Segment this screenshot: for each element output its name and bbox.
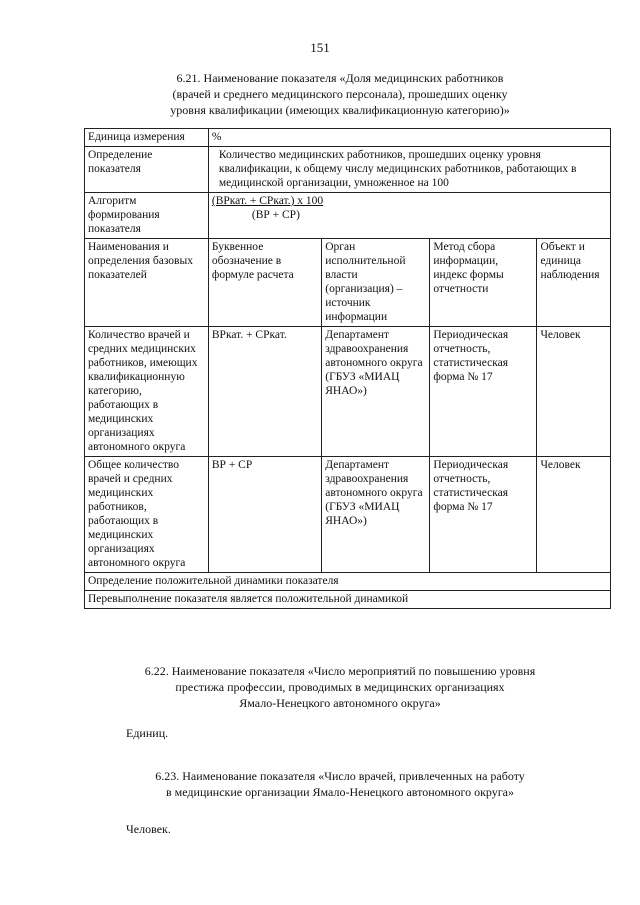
unit-label: Единица измерения (85, 129, 209, 147)
table-row (85, 457, 611, 573)
row-method: Периодическая отчетность, статистическая форма № 17 (430, 457, 537, 573)
row-object: Человек (537, 457, 611, 573)
dynamics-label: Определение положительной динамики показателя (85, 573, 611, 591)
table-row (85, 327, 611, 457)
definition-label: Определение показателя (85, 147, 209, 193)
heading-line: Ямало-Ненецкого автономного округа» (239, 696, 441, 710)
section-6-23-heading (130, 768, 550, 800)
table-row (85, 591, 611, 609)
heading-line: уровня квалификации (имеющих квалификационную категорию)» (170, 103, 510, 117)
header-letter: Буквенное обозначение в формуле расчета (208, 239, 321, 327)
definition-value: Количество медицинских работников, прошедших оценку уровня квалификации, к общему числу медицинских работников, работающих в медицинской организации, умноженное на 100 (208, 147, 610, 193)
header-base-names: Наименования и определения базовых показателей (85, 239, 209, 327)
row-organ: Департамент здравоохранения автономного округа (ГБУЗ «МИАЦ ЯНАО») (322, 457, 430, 573)
row-letter: ВР + СР (208, 457, 321, 573)
heading-line: 6.23. Наименование показателя «Число врачей, привлеченных на работу (155, 769, 525, 783)
table-row (85, 147, 611, 193)
row-organ: Департамент здравоохранения автономного округа (ГБУЗ «МИАЦ ЯНАО») (322, 327, 430, 457)
row-name: Количество врачей и средних медицинских работников, имеющих квалификационную категорию, работающих в медицинских организациях автономного округа (85, 327, 209, 457)
table-row (85, 129, 611, 147)
table-row (85, 193, 611, 239)
section-6-22-heading (130, 663, 550, 711)
section-6-23-unit: Человек. (126, 822, 171, 836)
header-method: Метод сбора информации, индекс формы отчетности (430, 239, 537, 327)
algorithm-formula (208, 193, 610, 239)
heading-line: 6.22. Наименование показателя «Число мероприятий по повышению уровня (144, 664, 536, 678)
row-method: Периодическая отчетность, статистическая форма № 17 (430, 327, 537, 457)
dynamics-value: Перевыполнение показателя является положительной динамикой (85, 591, 611, 609)
page-number: 151 (310, 40, 330, 55)
unit-value: % (208, 129, 610, 147)
row-letter: ВРкат. + СРкат. (208, 327, 321, 457)
algorithm-label: Алгоритм формирования показателя (85, 193, 209, 239)
row-object: Человек (537, 327, 611, 457)
section-6-22-unit: Единиц. (126, 726, 169, 740)
header-organ: Орган исполнительной власти (организация) – источник информации (322, 239, 430, 327)
table-header-row (85, 239, 611, 327)
formula-denominator: (ВР + СР) (251, 209, 300, 221)
formula-numerator: (ВРкат. + СРкат.) х 100 (211, 195, 324, 207)
indicator-table (84, 128, 611, 609)
heading-line: (врачей и среднего медицинского персонала), прошедших оценку (172, 87, 508, 101)
row-name: Общее количество врачей и средних медицинских работников, работающих в медицинских организациях автономного округа (85, 457, 209, 573)
header-object: Объект и единица наблюдения (537, 239, 611, 327)
heading-line: в медицинские организации Ямало-Ненецкого автономного округа» (165, 785, 515, 799)
heading-line: престижа профессии, проводимых в медицинских организациях (175, 680, 505, 694)
section-6-21-heading (150, 70, 530, 118)
heading-line: 6.21. Наименование показателя «Доля медицинских работников (176, 71, 504, 85)
table-row (85, 573, 611, 591)
